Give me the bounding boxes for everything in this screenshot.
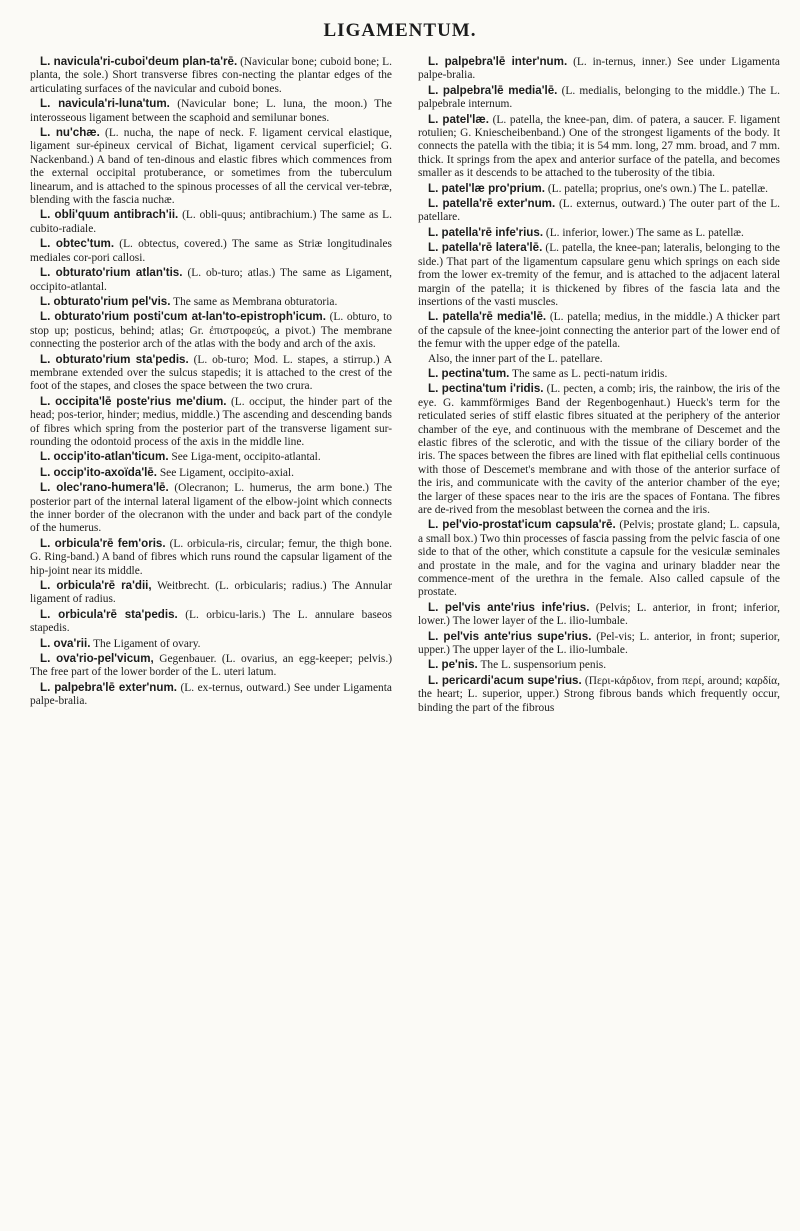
entry-definition: (L. medialis, belonging to the middle.) The L. palpebrale internum. <box>418 84 780 111</box>
entry-definition: See Ligament, occipito-axial. <box>159 466 294 479</box>
dictionary-entry <box>418 630 780 658</box>
dictionary-entry <box>30 466 392 480</box>
entry-definition: (Pelvis; L. anterior, in front; inferior, lower.) The lower layer of the L. ilio-lumbale. <box>418 601 780 628</box>
entry-headword: L. patella'rē infe'rius. <box>428 225 544 239</box>
entry-definition: (L. orbicula-ris, circular; femur, the thigh bone. G. Ring-band.) A band of fibres which runs round the capsular ligament of the hip-joint near its middle. <box>30 537 392 577</box>
dictionary-entry <box>30 353 392 394</box>
entry-definition: (Pelvis; prostate gland; L. capsula, a small box.) Two thin processes of fascia passing from the pelvic fascia of one side to that of the other, which constitute a capsule for the vesiculæ seminales and prostate in the male, and for the vagina and urinary bladder near the commence-ment of the urethra in the female. Also called capsule of the prostate. <box>418 519 780 599</box>
dictionary-entry <box>30 266 392 294</box>
dictionary-entry <box>30 55 392 96</box>
entry-definition: The same as Membrana obturatoria. <box>173 295 338 308</box>
entry-headword: L. patel'læ pro'prium. <box>428 181 545 195</box>
entry-definition: Also, the inner part of the L. patellare. <box>428 352 603 365</box>
entry-definition: (L. patella, the knee-pan, dim. of patera, a saucer. F. ligament rotulien; G. Kniescheibenband.) One of the strongest ligaments of the body. It connects the patella with the tibia; it is 54 mm. long, 27 mm. broad, and 7 mm. thick. It springs from the apex and anterior surface of the patella, and becomes smaller as it descends to be attached to the tuberosity of the tibia. <box>418 113 780 180</box>
entry-headword: L. pectina'tum. <box>428 366 510 380</box>
entry-definition: (L. in-ternus, inner.) See under Ligamenta palpe-bralia. <box>418 56 780 82</box>
entry-definition: Gegenbauer. (L. ovarius, an egg-keeper; pelvis.) The free part of the lower border of the L. uteri latum. <box>30 653 392 679</box>
entry-headword: L. patella'rē latera'lē. <box>428 241 543 255</box>
dictionary-entry <box>30 395 392 450</box>
dictionary-entry <box>418 367 780 381</box>
entry-definition: (L. ex-ternus, outward.) See under Ligamenta palpe-bralia. <box>30 681 392 708</box>
entry-headword: L. obturato'rium atlan'tis. <box>40 266 183 280</box>
entry-definition: The Ligament of ovary. <box>93 637 201 650</box>
dictionary-entry <box>418 197 780 225</box>
entry-definition: (L. patella; medius, in the middle.) A thicker part of the capsule of the knee-joint connecting the anterior part of the lower end of the femur with the upper edge of the patella. <box>418 311 780 351</box>
entry-headword: L. pel'vis ante'rius supe'rius. <box>428 629 592 643</box>
dictionary-columns <box>30 55 780 1215</box>
entry-headword: L. patella'rē media'lē. <box>428 310 547 324</box>
entry-headword: L. palpebra'lē media'lē. <box>428 83 558 97</box>
dictionary-entry <box>418 310 780 351</box>
entry-definition: (L. patella, the knee-pan; lateralis, belonging to the side.) That part of the ligamentum capsulare genu which springs on each side from the lower ex-tremity of the femur, and is attached to the adjacent lateral margin of the patella; it is thickened by fibres of the fascia lata and the insertions of the vasti muscles. <box>418 242 780 308</box>
entry-definition: (L. obtectus, covered.) The same as Striæ longitudinales mediales cor-pori callosi. <box>30 238 392 264</box>
entry-definition: (Olecranon; L. humerus, the arm bone.) The posterior part of the internal lateral ligament of the elbow-joint which connects the inner border of the olecranon with the under and back part of the condyle of the humerus. <box>30 482 392 535</box>
entry-headword: L. occipita'lē poste'rius me'dium. <box>40 394 227 408</box>
dictionary-entry <box>418 113 780 181</box>
entry-definition: See Liga-ment, occipito-atlantal. <box>171 451 321 464</box>
entry-headword: L. orbicula'rē ra'dii, <box>40 579 152 593</box>
dictionary-entry <box>418 353 780 366</box>
entry-headword: L. pel'vio-prostat'icum capsula'rē. <box>428 518 616 532</box>
entry-headword: L. obturato'rium posti'cum at-lan'to-epistroph'icum. <box>40 310 326 324</box>
entry-definition: (L. ob-turo; atlas.) The same as Ligament, occipito-atlantal. <box>30 267 392 293</box>
entry-headword: L. patel'læ. <box>428 112 489 126</box>
entry-headword: L. pectina'tum i'ridis. <box>428 382 544 396</box>
dictionary-entry <box>30 537 392 578</box>
entry-definition: (L. nucha, the nape of neck. F. ligament cervical elastique, ligament sur-épineux cervical of Bichat, ligament cervical superficiel; G. Nackenband.) A band of ten-dinous and elastic fibres which commences from the external occipital protuberance, or sometimes from the tuberculum linearum, and is attached to the spinous processes of all the cervical ver-tebræ, blending with the fascia nuchæ. <box>30 127 392 207</box>
entry-definition: (L. patella; proprius, one's own.) The L. patellæ. <box>547 182 768 195</box>
entry-headword: L. orbicula'rē fem'oris. <box>40 536 166 550</box>
dictionary-entry <box>30 295 392 309</box>
page-title: LIGAMENTUM. <box>323 20 477 41</box>
entry-headword: L. obturato'rium sta'pedis. <box>40 352 189 366</box>
entry-headword: L. ova'rii. <box>40 636 91 650</box>
dictionary-entry <box>418 518 780 599</box>
entry-definition: (L. obturo, to stop up; posticus, behind; atlas; Gr. ἐπιστροφεύς, a pivot.) The membrane connecting the posterior arch of the atlas with the body and arch of the axis. <box>30 311 392 351</box>
dictionary-entry <box>30 608 392 636</box>
entry-definition: (L. orbicu-laris.) The L. annulare baseos stapedis. <box>30 608 392 635</box>
dictionary-entry <box>418 182 780 196</box>
entry-headword: L. palpebra'lē exter'num. <box>40 680 177 694</box>
entry-headword: L. occip'ito-axoïda'lē. <box>40 465 157 479</box>
entry-headword: L. patella'rē exter'num. <box>428 197 556 211</box>
entry-headword: L. palpebra'lē inter'num. <box>428 55 568 68</box>
dictionary-entry <box>418 55 780 83</box>
entry-headword: L. navicula'ri-cuboi'deum plan-ta'rē. <box>40 55 238 68</box>
entry-definition: (L. obli-quus; antibrachium.) The same as L. cubito-radiale. <box>30 209 392 235</box>
entry-headword: L. olec'rano-humera'lē. <box>40 481 169 495</box>
dictionary-entry <box>418 601 780 629</box>
entry-definition: (Navicular bone; L. luna, the moon.) The interosseous ligament between the scaphoid and semilunar bones. <box>30 98 392 124</box>
dictionary-entry <box>418 241 780 309</box>
entry-headword: L. pel'vis ante'rius infe'rius. <box>428 600 590 614</box>
entry-headword: L. obtec'tum. <box>40 237 115 251</box>
entry-headword: L. ova'rio-pel'vicum, <box>40 652 154 666</box>
entry-headword: L. orbicula'rē sta'pedis. <box>40 607 178 621</box>
dictionary-entry <box>418 658 780 672</box>
entry-headword: L. pericardi'acum supe'rius. <box>428 673 582 687</box>
dictionary-entry <box>30 208 392 236</box>
dictionary-entry <box>418 84 780 112</box>
dictionary-entry <box>418 674 780 715</box>
entry-definition: (L. pecten, a comb; iris, the rainbow, the iris of the eye. G. kammförmiges Band der Regenbogenhaut.) Hueck's term for the reticulated series of stiff elastic fibres situated at the periphery of the anterior chamber of the eye, and continuous with the membrane of Descemet and the elastic fibres of the sclerotic, and with the tissue of the ciliary border of the iris. The spaces between the fibres are lined with flat epithelial cells continuous with those of Descemet's membrane and with those of the anterior surface of the iris, and communicate with the cavity of the anterior chamber of the eye; the larger of these spaces near to the iris are the spaces of Fontana. The fibres are de-rived from the mesoblast between the cornea and the iris. <box>418 383 780 516</box>
entry-definition: The L. suspensorium penis. <box>480 659 607 672</box>
entry-definition: The same as L. pecti-natum iridis. <box>512 367 668 380</box>
dictionary-entry <box>30 237 392 265</box>
entry-definition: Weitbrecht. (L. orbicularis; radius.) The Annular ligament of radius. <box>30 580 392 606</box>
dictionary-entry <box>30 126 392 207</box>
dictionary-entry <box>418 382 780 517</box>
entry-headword: L. obturato'rium pel'vis. <box>40 294 171 308</box>
entry-headword: L. occip'ito-atlan'ticum. <box>40 450 169 464</box>
entry-headword: L. nu'chæ. <box>40 126 100 140</box>
entry-definition: (Pel-vis; L. anterior, in front; superior, upper.) The upper layer of the L. ilio-lumbale. <box>418 630 780 657</box>
dictionary-entry <box>30 481 392 536</box>
entry-headword: L. pe'nis. <box>428 658 478 672</box>
left-column <box>30 55 392 1215</box>
entry-headword: L. navicula'ri-luna'tum. <box>40 97 170 111</box>
dictionary-entry <box>418 226 780 240</box>
dictionary-entry <box>30 450 392 464</box>
dictionary-entry <box>30 579 392 607</box>
entry-definition: (L. occiput, the hinder part of the head; pos-terior, hinder; medius, middle.) The ascending and descending bands of fibres which spring from the posterior part of the transverse ligament sur-rounding the odontoid process of the axis in the middle line. <box>30 395 392 448</box>
dictionary-entry <box>30 681 392 709</box>
right-column <box>418 55 780 1215</box>
entry-definition: (L. inferior, lower.) The same as L. patellæ. <box>545 226 744 239</box>
dictionary-entry <box>30 652 392 680</box>
entry-definition: (Περι-κάρδιον, from περί, around; καρδία, the heart; L. superior, upper.) Strong fibrous bands which frequently occur, binding the part of the fibrous <box>418 674 780 714</box>
dictionary-entry <box>30 310 392 351</box>
entry-headword: L. obli'quum antibrach'ii. <box>40 208 179 222</box>
dictionary-entry <box>30 637 392 651</box>
entry-definition: (Navicular bone; cuboid bone; L. planta, the sole.) Short transverse fibres con-necting the plantar edges of the articulating surfaces of the navicular and cuboid bones. <box>30 56 392 95</box>
entry-definition: (L. externus, outward.) The outer part of the L. patellare. <box>418 198 780 224</box>
dictionary-entry <box>30 97 392 125</box>
entry-definition: (L. ob-turo; Mod. L. stapes, a stirrup.) A membrane extended over the sulcus stapedis; it is attached to the crest of the foot of the stapes, and closes the space between the two crura. <box>30 353 392 393</box>
